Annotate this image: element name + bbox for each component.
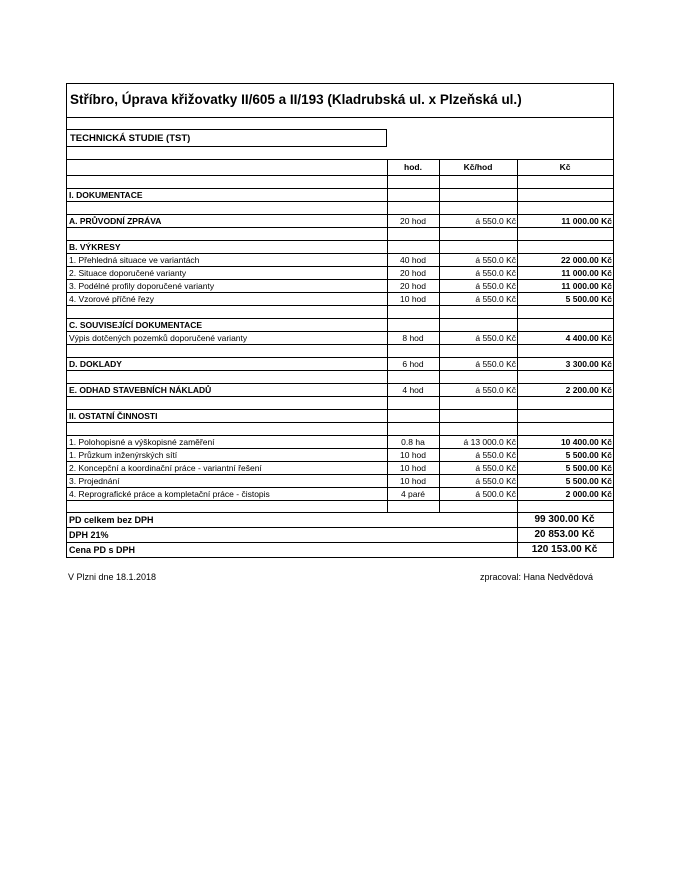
row-label: D. DOKLADY <box>69 359 122 369</box>
row-rate: á 550.0 Kč <box>475 385 516 395</box>
grid-line <box>67 305 613 306</box>
table-row <box>67 436 613 448</box>
row-hours: 10 hod <box>400 294 426 304</box>
row-hours: 20 hod <box>400 216 426 226</box>
table-row <box>67 475 613 487</box>
row-label: 2. Situace doporučené varianty <box>69 268 187 278</box>
row-hours: 8 hod <box>402 333 424 343</box>
table-row <box>67 384 613 396</box>
row-rate: á 550.0 Kč <box>475 281 516 291</box>
estimate-sheet <box>66 83 614 558</box>
table-row <box>67 449 613 461</box>
grid-line <box>67 344 613 345</box>
row-amount: 5 500.00 Kč <box>565 463 612 473</box>
row-rate: á 550.0 Kč <box>475 463 516 473</box>
header-hod: hod. <box>404 162 422 172</box>
row-rate: á 550.0 Kč <box>475 476 516 486</box>
row-label: A. PRŮVODNÍ ZPRÁVA <box>69 216 162 226</box>
summary-row <box>67 528 613 542</box>
summary-label: Cena PD s DPH <box>69 545 136 555</box>
summary-value: 120 153.00 Kč <box>531 544 598 555</box>
table-row <box>67 293 613 305</box>
divider <box>67 159 613 160</box>
table-row <box>67 189 613 201</box>
table-row <box>67 488 613 500</box>
document-subtitle: TECHNICKÁ STUDIE (TST) <box>67 129 387 147</box>
header-amount: Kč <box>559 162 571 172</box>
table-row <box>67 319 613 331</box>
row-hours: 4 hod <box>402 385 424 395</box>
row-amount: 5 500.00 Kč <box>565 476 612 486</box>
table-row <box>67 462 613 474</box>
row-hours: 20 hod <box>400 268 426 278</box>
grid-line <box>67 201 613 202</box>
row-label: Výpis dotčených pozemků doporučené varianty <box>69 333 248 343</box>
row-hours: 0.8 ha <box>401 437 425 447</box>
grid-line <box>67 422 613 423</box>
row-rate: á 550.0 Kč <box>475 333 516 343</box>
table-row <box>67 410 613 422</box>
row-rate: á 500.0 Kč <box>475 489 516 499</box>
table-row <box>67 215 613 227</box>
row-amount: 5 500.00 Kč <box>565 450 612 460</box>
row-rate: á 550.0 Kč <box>475 268 516 278</box>
table-row <box>67 254 613 266</box>
row-label: 3. Projednání <box>69 476 120 486</box>
row-label: C. SOUVISEJÍCÍ DOKUMENTACE <box>69 320 203 330</box>
row-label: 4. Reprografické práce a kompletační práce - čistopis <box>69 489 270 499</box>
summary-row <box>67 513 613 527</box>
row-amount: 11 000.00 Kč <box>561 216 612 226</box>
row-amount: 5 500.00 Kč <box>565 294 612 304</box>
row-amount: 11 000.00 Kč <box>561 281 612 291</box>
row-label: 3. Podélné profily doporučené varianty <box>69 281 215 291</box>
row-hours: 20 hod <box>400 281 426 291</box>
row-rate: á 550.0 Kč <box>475 294 516 304</box>
row-amount: 11 000.00 Kč <box>561 268 612 278</box>
divider <box>67 175 613 176</box>
table-row <box>67 280 613 292</box>
grid-line <box>67 370 613 371</box>
document-title: Stříbro, Úprava křižovatky II/605 a II/193 (Kladrubská ul. x Plzeňská ul.) <box>70 92 522 107</box>
row-amount: 3 300.00 Kč <box>565 359 612 369</box>
row-label: 2. Koncepční a koordinační práce - variantní řešení <box>69 463 262 473</box>
row-hours: 10 hod <box>400 450 426 460</box>
grid-line <box>67 396 613 397</box>
divider <box>67 117 613 118</box>
row-rate: á 550.0 Kč <box>475 216 516 226</box>
summary-row <box>67 543 613 557</box>
row-amount: 4 400.00 Kč <box>565 333 612 343</box>
table-row <box>67 332 613 344</box>
row-label: B. VÝKRESY <box>69 242 121 252</box>
table-row <box>67 267 613 279</box>
row-hours: 10 hod <box>400 476 426 486</box>
row-amount: 22 000.00 Kč <box>560 255 612 265</box>
row-amount: 2 000.00 Kč <box>565 489 612 499</box>
grid-line <box>67 227 613 228</box>
row-label: 1. Polohopisné a výškopisné zaměření <box>69 437 215 447</box>
row-label: 1. Průzkum inženýrských sítí <box>69 450 178 460</box>
row-hours: 4 paré <box>400 489 426 499</box>
row-hours: 40 hod <box>400 255 426 265</box>
table-row <box>67 358 613 370</box>
summary-label: PD celkem bez DPH <box>69 515 154 525</box>
row-label: 1. Přehledná situace ve variantách <box>69 255 200 265</box>
summary-value: 20 853.00 Kč <box>534 529 595 540</box>
row-hours: 6 hod <box>402 359 424 369</box>
row-rate: á 550.0 Kč <box>475 450 516 460</box>
row-amount: 2 200.00 Kč <box>565 385 612 395</box>
row-amount: 10 400.00 Kč <box>560 437 612 447</box>
row-rate: á 13 000.0 Kč <box>463 437 516 447</box>
header-rate: Kč/hod <box>463 162 493 172</box>
row-label: II. OSTATNÍ ČINNOSTI <box>69 411 158 421</box>
row-rate: á 550.0 Kč <box>475 359 516 369</box>
footer-author: zpracoval: Hana Nedvědová <box>480 572 594 582</box>
row-hours: 10 hod <box>400 463 426 473</box>
grid-line <box>67 500 613 501</box>
row-label: 4. Vzorové příčné řezy <box>69 294 155 304</box>
row-label: E. ODHAD STAVEBNÍCH NÁKLADŮ <box>69 385 212 395</box>
footer-place-date: V Plzni dne 18.1.2018 <box>68 572 157 582</box>
summary-label: DPH 21% <box>69 530 109 540</box>
table-row <box>67 241 613 253</box>
summary-value: 99 300.00 Kč <box>534 514 595 525</box>
row-label: I. DOKUMENTACE <box>69 190 143 200</box>
row-rate: á 550.0 Kč <box>475 255 516 265</box>
